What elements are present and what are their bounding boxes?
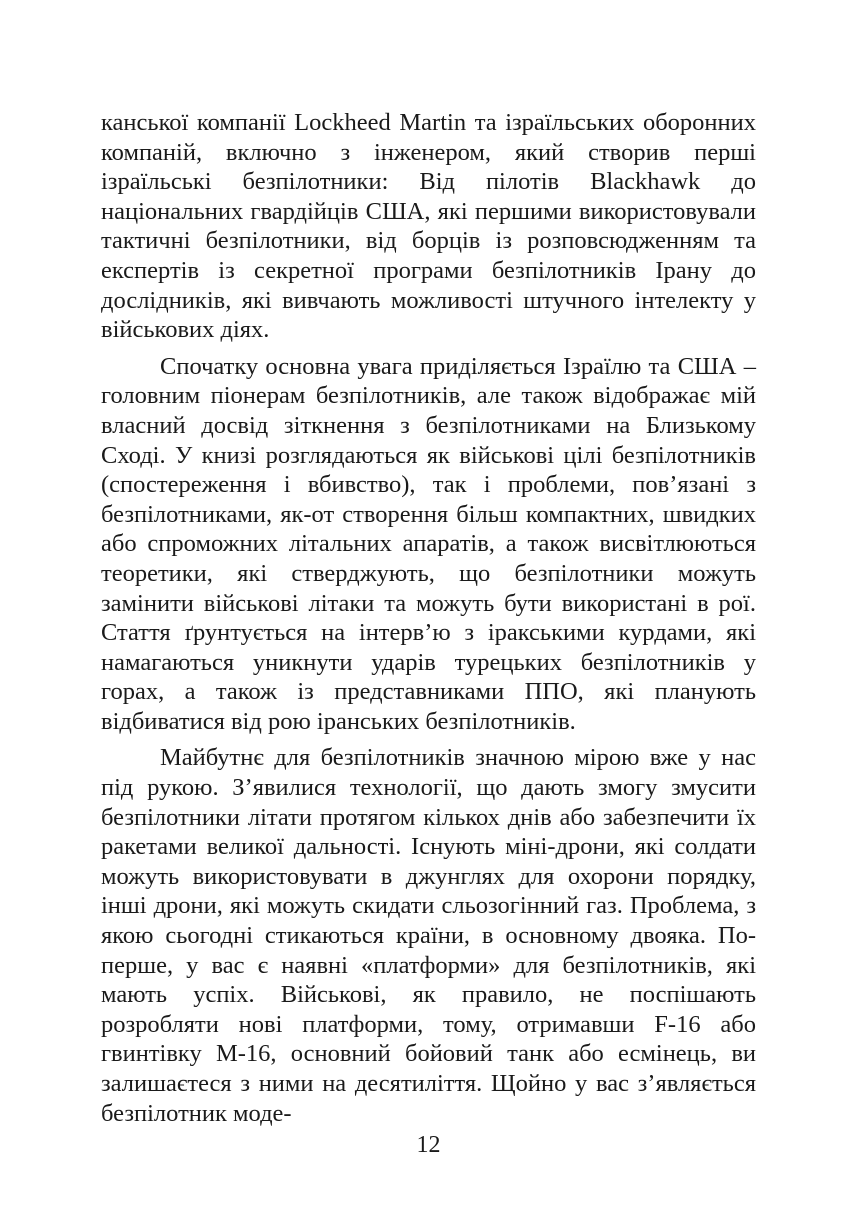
- paragraph-2: Спочатку основна увага приділяється Ізраїлю та США – головним піонерам безпілотників, але також відображає мій власний досвід зіткнення з безпілотниками на Близькому Сході. У книзі розглядаються як військові цілі безпілотників (спостереження і вбивство), так і проблеми, пов’язані з безпілотниками, як-от створення більш компактних, швидких або спроможних літальних апаратів, а також висвітлюються теоретики, які стверджують, що безпілотники можуть замінити військові літаки та можуть бути використані в рої. Стаття ґрунтується на інтерв’ю з іракськими курдами, які намагаються уникнути ударів турецьких безпілотників у горах, а також із представниками ППО, які планують відбиватися від рою іранських безпілотників.: [101, 352, 756, 735]
- paragraph-1: канської компанії Lockheed Martin та ізраїльських оборонних компаній, включно з інженером, який створив перші ізраїльські безпілотники: Від пілотів Blackhawk до національних гвардійців США, які першими використовували тактичні безпілотники, від борців із розповсюдженням та експертів із секретної програми безпілотників Ірану до дослідників, які вивчають можливості штучного інтелекту у військових діях.: [101, 109, 756, 344]
- paragraph-3: Майбутнє для безпілотників значною мірою вже у нас під рукою. З’явилися технології, що дають змогу змусити безпілотники літати протягом кількох днів або забезпечити їх ракетами великої дальності. Існують міні-дрони, які солдати можуть використовувати в джунглях для охорони порядку, інші дрони, які можуть скидати сльозогінний газ. Проблема, з якою сьогодні стикаються країни, в основному двояка. По-перше, у вас є наявні «платформи» для безпілотників, які мають успіх. Військові, як правило, не поспішають розробляти нові платформи, тому, отримавши F-16 або гвинтівку M-16, основний бойовий танк або есмінець, ви залишаєтеся з ними на десятиліття. Щойно у вас з’являється безпілотник моде-: [101, 744, 756, 1127]
- body-text: [101, 108, 756, 1128]
- page-number: 12: [416, 1132, 441, 1158]
